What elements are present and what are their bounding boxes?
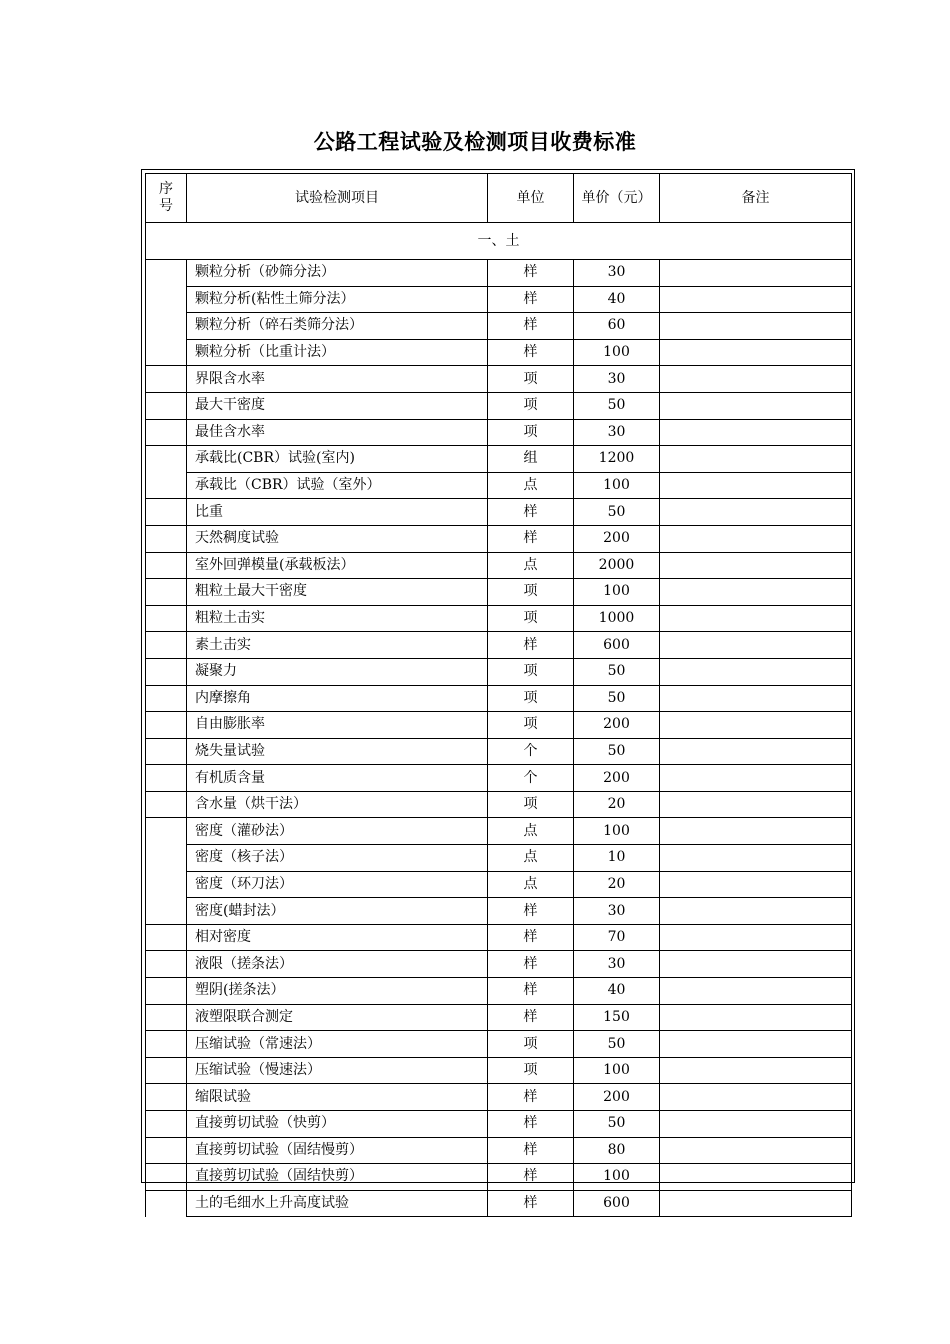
item-cell: 缩限试验 (187, 1084, 488, 1111)
price-cell: 2000 (574, 552, 660, 579)
price-cell: 50 (574, 499, 660, 526)
header-remark: 备注 (660, 174, 852, 223)
price-cell: 70 (574, 924, 660, 951)
remark-cell (660, 366, 852, 393)
table-row (146, 712, 852, 739)
unit-cell: 项 (488, 579, 574, 606)
unit-cell: 样 (488, 1164, 574, 1191)
remark-cell (660, 260, 852, 287)
unit-cell: 个 (488, 738, 574, 765)
item-cell: 承载比(CBR）试验(室内) (187, 446, 488, 473)
remark-cell (660, 818, 852, 845)
remark-cell (660, 1004, 852, 1031)
price-cell: 30 (574, 260, 660, 287)
unit-cell: 项 (488, 392, 574, 419)
item-cell: 密度(蜡封法） (187, 898, 488, 925)
remark-cell (660, 978, 852, 1005)
table-row (146, 871, 852, 898)
seq-cell (146, 1190, 187, 1217)
price-cell: 60 (574, 313, 660, 340)
table-row (146, 845, 852, 872)
item-cell: 压缩试验（常速法） (187, 1031, 488, 1058)
table-row (146, 898, 852, 925)
unit-cell: 样 (488, 525, 574, 552)
remark-cell (660, 579, 852, 606)
price-cell: 50 (574, 1031, 660, 1058)
header-seq-line1: 序 (159, 181, 173, 197)
unit-cell: 样 (488, 1111, 574, 1138)
header-seq (146, 174, 187, 223)
table-row (146, 552, 852, 579)
unit-cell: 样 (488, 339, 574, 366)
remark-cell (660, 499, 852, 526)
remark-cell (660, 1190, 852, 1217)
remark-cell (660, 765, 852, 792)
remark-cell (660, 871, 852, 898)
item-cell: 内摩擦角 (187, 685, 488, 712)
item-cell: 最佳含水率 (187, 419, 488, 446)
remark-cell (660, 632, 852, 659)
seq-cell (146, 1084, 187, 1111)
unit-cell: 样 (488, 1137, 574, 1164)
price-cell: 50 (574, 1111, 660, 1138)
remark-cell (660, 924, 852, 951)
unit-cell: 项 (488, 712, 574, 739)
unit-cell: 点 (488, 552, 574, 579)
unit-cell: 项 (488, 791, 574, 818)
remark-cell (660, 525, 852, 552)
seq-cell (146, 845, 187, 872)
price-cell: 200 (574, 525, 660, 552)
remark-cell (660, 898, 852, 925)
table-row (146, 499, 852, 526)
price-cell: 40 (574, 286, 660, 313)
price-cell: 20 (574, 791, 660, 818)
seq-cell (146, 1057, 187, 1084)
item-cell: 界限含水率 (187, 366, 488, 393)
price-cell: 80 (574, 1137, 660, 1164)
item-cell: 塑阴(搓条法） (187, 978, 488, 1005)
item-cell: 自由膨胀率 (187, 712, 488, 739)
price-cell: 100 (574, 579, 660, 606)
seq-cell (146, 632, 187, 659)
remark-cell (660, 791, 852, 818)
table-row (146, 419, 852, 446)
seq-cell (146, 392, 187, 419)
seq-cell (146, 685, 187, 712)
seq-cell (146, 712, 187, 739)
section-title: 一、土 (146, 223, 852, 260)
remark-cell (660, 712, 852, 739)
item-cell: 承载比（CBR）试验（室外） (187, 472, 488, 499)
remark-cell (660, 1164, 852, 1191)
table-row (146, 1190, 852, 1217)
remark-cell (660, 472, 852, 499)
remark-cell (660, 658, 852, 685)
seq-cell (146, 605, 187, 632)
item-cell: 颗粒分析（碎石类筛分法） (187, 313, 488, 340)
remark-cell (660, 1057, 852, 1084)
unit-cell: 样 (488, 286, 574, 313)
item-cell: 最大干密度 (187, 392, 488, 419)
seq-cell (146, 951, 187, 978)
table-row (146, 1084, 852, 1111)
item-cell: 天然稠度试验 (187, 525, 488, 552)
unit-cell: 样 (488, 260, 574, 287)
seq-cell (146, 1111, 187, 1138)
seq-cell (146, 871, 187, 898)
section-row (146, 223, 852, 260)
table-row (146, 339, 852, 366)
unit-cell: 项 (488, 1057, 574, 1084)
table-row (146, 1031, 852, 1058)
remark-cell (660, 392, 852, 419)
table-row (146, 366, 852, 393)
item-cell: 凝聚力 (187, 658, 488, 685)
unit-cell: 样 (488, 951, 574, 978)
table-row (146, 605, 852, 632)
price-cell: 20 (574, 871, 660, 898)
remark-cell (660, 313, 852, 340)
item-cell: 土的毛细水上升高度试验 (187, 1190, 488, 1217)
table-row (146, 924, 852, 951)
unit-cell: 项 (488, 419, 574, 446)
item-cell: 比重 (187, 499, 488, 526)
price-cell: 200 (574, 1084, 660, 1111)
seq-cell (146, 260, 187, 287)
table-header-row (146, 174, 852, 223)
item-cell: 相对密度 (187, 924, 488, 951)
seq-cell (146, 339, 187, 366)
item-cell: 密度（灌砂法） (187, 818, 488, 845)
unit-cell: 个 (488, 765, 574, 792)
table-row (146, 978, 852, 1005)
header-seq-line2: 号 (159, 198, 173, 214)
unit-cell: 点 (488, 818, 574, 845)
table-row (146, 392, 852, 419)
seq-cell (146, 978, 187, 1005)
price-cell: 100 (574, 1164, 660, 1191)
item-cell: 室外回弹模量(承载板法） (187, 552, 488, 579)
price-cell: 200 (574, 712, 660, 739)
price-cell: 1000 (574, 605, 660, 632)
unit-cell: 样 (488, 978, 574, 1005)
remark-cell (660, 446, 852, 473)
unit-cell: 样 (488, 1190, 574, 1217)
price-cell: 600 (574, 632, 660, 659)
item-cell: 直接剪切试验（固结快剪） (187, 1164, 488, 1191)
item-cell: 密度（环刀法） (187, 871, 488, 898)
item-cell: 密度（核子法） (187, 845, 488, 872)
remark-cell (660, 1111, 852, 1138)
unit-cell: 样 (488, 313, 574, 340)
remark-cell (660, 552, 852, 579)
table-row (146, 765, 852, 792)
item-cell: 粗粒土击实 (187, 605, 488, 632)
table-row (146, 313, 852, 340)
seq-cell (146, 446, 187, 473)
unit-cell: 样 (488, 1004, 574, 1031)
price-cell: 100 (574, 339, 660, 366)
unit-cell: 项 (488, 366, 574, 393)
unit-cell: 组 (488, 446, 574, 473)
item-cell: 直接剪切试验（固结慢剪） (187, 1137, 488, 1164)
seq-cell (146, 1137, 187, 1164)
header-item: 试验检测项目 (187, 174, 488, 223)
seq-cell (146, 472, 187, 499)
remark-cell (660, 1137, 852, 1164)
document-title: 公路工程试验及检测项目收费标准 (313, 130, 637, 154)
seq-cell (146, 313, 187, 340)
price-cell: 100 (574, 1057, 660, 1084)
price-cell: 30 (574, 366, 660, 393)
unit-cell: 点 (488, 845, 574, 872)
seq-cell (146, 658, 187, 685)
remark-cell (660, 845, 852, 872)
seq-cell (146, 286, 187, 313)
table-row (146, 658, 852, 685)
unit-cell: 样 (488, 924, 574, 951)
price-cell: 50 (574, 738, 660, 765)
seq-cell (146, 419, 187, 446)
seq-cell (146, 1004, 187, 1031)
item-cell: 含水量（烘干法） (187, 791, 488, 818)
price-cell: 40 (574, 978, 660, 1005)
price-cell: 30 (574, 951, 660, 978)
table-row (146, 1111, 852, 1138)
table-row (146, 818, 852, 845)
unit-cell: 项 (488, 685, 574, 712)
header-price: 单价（元） (574, 174, 660, 223)
seq-cell (146, 525, 187, 552)
remark-cell (660, 685, 852, 712)
table-row (146, 1164, 852, 1191)
table-row (146, 1057, 852, 1084)
item-cell: 粗粒土最大干密度 (187, 579, 488, 606)
unit-cell: 样 (488, 632, 574, 659)
seq-cell (146, 738, 187, 765)
item-cell: 烧失量试验 (187, 738, 488, 765)
table-row (146, 472, 852, 499)
price-cell: 150 (574, 1004, 660, 1031)
price-cell: 10 (574, 845, 660, 872)
price-cell: 600 (574, 1190, 660, 1217)
unit-cell: 样 (488, 1084, 574, 1111)
seq-cell (146, 579, 187, 606)
seq-cell (146, 366, 187, 393)
table-row (146, 446, 852, 473)
unit-cell: 点 (488, 871, 574, 898)
table-row (146, 685, 852, 712)
price-cell: 50 (574, 685, 660, 712)
price-cell: 50 (574, 658, 660, 685)
table-row (146, 1004, 852, 1031)
price-cell: 1200 (574, 446, 660, 473)
price-cell: 30 (574, 419, 660, 446)
table-row (146, 525, 852, 552)
item-cell: 直接剪切试验（快剪） (187, 1111, 488, 1138)
unit-cell: 项 (488, 658, 574, 685)
table-row (146, 632, 852, 659)
item-cell: 压缩试验（慢速法） (187, 1057, 488, 1084)
item-cell: 液塑限联合测定 (187, 1004, 488, 1031)
table-row (146, 286, 852, 313)
unit-cell: 样 (488, 499, 574, 526)
remark-cell (660, 339, 852, 366)
unit-cell: 点 (488, 472, 574, 499)
price-cell: 50 (574, 392, 660, 419)
table-row (146, 579, 852, 606)
seq-cell (146, 765, 187, 792)
table-row (146, 738, 852, 765)
item-cell: 颗粒分析（比重计法） (187, 339, 488, 366)
remark-cell (660, 1084, 852, 1111)
table-row (146, 1137, 852, 1164)
price-cell: 200 (574, 765, 660, 792)
seq-cell (146, 1031, 187, 1058)
fee-table (145, 173, 852, 1217)
remark-cell (660, 286, 852, 313)
seq-cell (146, 818, 187, 845)
price-cell: 30 (574, 898, 660, 925)
remark-cell (660, 419, 852, 446)
seq-cell (146, 552, 187, 579)
remark-cell (660, 605, 852, 632)
remark-cell (660, 951, 852, 978)
unit-cell: 项 (488, 605, 574, 632)
remark-cell (660, 1031, 852, 1058)
item-cell: 液限（搓条法） (187, 951, 488, 978)
seq-cell (146, 1164, 187, 1191)
seq-cell (146, 898, 187, 925)
seq-cell (146, 924, 187, 951)
price-cell: 100 (574, 472, 660, 499)
header-unit: 单位 (488, 174, 574, 223)
seq-cell (146, 791, 187, 818)
table-row (146, 951, 852, 978)
price-cell: 100 (574, 818, 660, 845)
table-row (146, 791, 852, 818)
seq-cell (146, 499, 187, 526)
item-cell: 素土击实 (187, 632, 488, 659)
remark-cell (660, 738, 852, 765)
item-cell: 颗粒分析(粘性土筛分法） (187, 286, 488, 313)
item-cell: 有机质含量 (187, 765, 488, 792)
table-row (146, 260, 852, 287)
item-cell: 颗粒分析（砂筛分法） (187, 260, 488, 287)
unit-cell: 样 (488, 898, 574, 925)
unit-cell: 项 (488, 1031, 574, 1058)
